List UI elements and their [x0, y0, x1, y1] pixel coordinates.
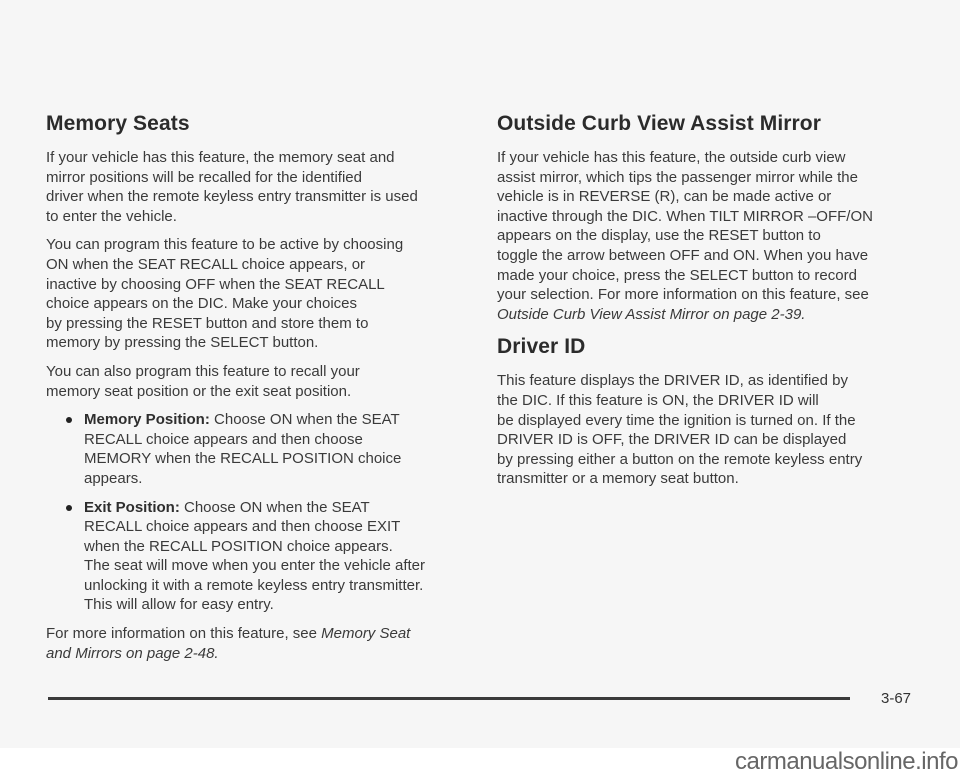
bullet-text: unlocking it with a remote keyless entry transmitter.	[84, 576, 424, 594]
bullet-text: The seat will move when you enter the vehicle after	[84, 557, 426, 575]
section-heading-memory-seats: Memory Seats	[46, 112, 190, 135]
right-column	[497, 112, 937, 498]
text-line: You can program this feature to be active by choosing	[46, 236, 404, 254]
text-line: This feature displays the DRIVER ID, as identified by	[497, 372, 848, 390]
text-line: mirror positions will be recalled for the identified	[46, 168, 362, 186]
text-line: by pressing the RESET button and store them to	[46, 314, 369, 332]
bullet-label: Memory Position:	[84, 411, 210, 429]
bullet-dot-icon	[66, 505, 72, 511]
bullet-dot-icon	[66, 417, 72, 423]
cross-reference-paragraph	[46, 624, 476, 663]
page-reference-link[interactable]: Outside Curb View Assist Mirror on page 2-39.	[497, 305, 806, 323]
bullet-label: Exit Position:	[84, 498, 180, 516]
bullet-exit-position	[46, 498, 476, 616]
paragraph	[46, 362, 476, 401]
text-line: your selection. For more information on this feature, see	[497, 286, 869, 304]
text-line: DRIVER ID is OFF, the DRIVER ID can be displayed	[497, 431, 847, 449]
text-line: to enter the vehicle.	[46, 207, 177, 225]
section-heading-driver-id: Driver ID	[497, 335, 586, 359]
text-line: be displayed every time the ignition is turned on. If the	[497, 411, 856, 429]
text: For more information on this feature, see	[46, 625, 322, 643]
paragraph	[497, 371, 937, 489]
paragraph	[46, 148, 476, 226]
bullet-text: RECALL choice appears and then choose EXIT	[84, 518, 401, 536]
text-line: memory seat position or the exit seat position.	[46, 382, 352, 400]
text-line: the DIC. If this feature is ON, the DRIVER ID will	[497, 391, 819, 409]
text-line: made your choice, press the SELECT button to record	[497, 266, 857, 284]
bullet-text: appears.	[84, 469, 143, 487]
text-line: ON when the SEAT RECALL choice appears, or	[46, 255, 366, 273]
text-line: choice appears on the DIC. Make your choices	[46, 295, 357, 313]
text-line: If your vehicle has this feature, the outside curb view	[497, 149, 846, 166]
text-line: vehicle is in REVERSE (R), can be made active or	[497, 188, 832, 206]
bullet-text: when the RECALL POSITION choice appears.	[84, 537, 393, 555]
bullet-text: RECALL choice appears and then choose	[84, 430, 363, 448]
text-line: assist mirror, which tips the passenger mirror while the	[497, 168, 858, 186]
page-reference-link[interactable]: Memory Seat	[321, 625, 411, 643]
text-line: driver when the remote keyless entry transmitter is used	[46, 188, 418, 206]
left-column	[46, 112, 476, 672]
bullet-text: This will allow for easy entry.	[84, 596, 274, 614]
paragraph	[46, 235, 476, 353]
footer-rule	[48, 697, 850, 700]
text-line: memory by pressing the SELECT button.	[46, 334, 319, 352]
page-number: 3-67	[881, 690, 912, 707]
bullet-text: Choose ON when the SEAT	[209, 411, 400, 429]
text-line: inactive by choosing OFF when the SEAT RECALL	[46, 275, 385, 293]
text-line: If your vehicle has this feature, the memory seat and	[46, 149, 395, 166]
text-line: appears on the display, use the RESET button to	[497, 227, 821, 245]
paragraph	[497, 148, 937, 324]
text-line: transmitter or a memory seat button.	[497, 470, 739, 488]
bullet-memory-position	[46, 410, 476, 488]
text-line: You can also program this feature to recall your	[46, 362, 360, 380]
text-line: inactive through the DIC. When TILT MIRROR –OFF/ON	[497, 207, 873, 225]
watermark: carmanualsonline.info	[735, 748, 958, 775]
bullet-text: Choose ON when the SEAT	[179, 498, 370, 516]
section-heading-curb-view-mirror: Outside Curb View Assist Mirror	[497, 112, 822, 135]
text-line: toggle the arrow between OFF and ON. When you have	[497, 246, 869, 264]
bullet-text: MEMORY when the RECALL POSITION choice	[84, 450, 402, 468]
page-reference-link[interactable]: and Mirrors on page 2-48.	[46, 644, 219, 662]
text-line: by pressing either a button on the remote keyless entry	[497, 450, 863, 468]
